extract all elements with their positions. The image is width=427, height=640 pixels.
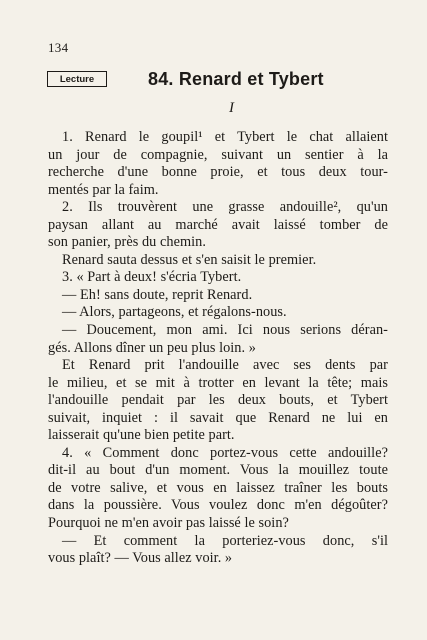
text-line: — Eh! sans doute, reprit Renard. [62, 286, 253, 303]
text-line: 1. Renard le goupil¹ et Tybert le chat allaient [62, 129, 388, 145]
chapter-title: 84. Renard et Tybert [148, 69, 324, 89]
text-line: recherche d'une bonne proie, et tous deux tour- [48, 164, 388, 181]
text-line: le milieu, et se mit à trotter en levant la tête; mais [48, 374, 388, 391]
text-line: paysan allant au marché avait laissé tomber de [48, 216, 388, 233]
text-line: Pourquoi ne m'en avoir pas laissé le soin? [48, 515, 289, 532]
text-line: dit-il au bout d'un moment. Vous la mouillez toute [48, 462, 388, 479]
text-line: mentés par la faim. [48, 181, 159, 198]
text-line: laisserait qu'une bien petite part. [48, 427, 235, 444]
text-line: de votre salive, et vous en laissez traîner les bouts [48, 479, 388, 496]
page-number: 134 [48, 40, 69, 55]
text-line: Renard sauta dessus et s'en saisit le premier. [62, 251, 317, 268]
text-line: — Alors, partageons, et régalons-nous. [62, 304, 287, 321]
text-line: 2. Ils trouvèrent une grasse andouille², qu'un [62, 199, 388, 216]
text-line: 3. « Part à deux! s'écria Tybert. [62, 269, 242, 286]
text-line: dans la poussière. Vous voulez donc m'en dégoûter? [48, 497, 388, 514]
text-line: — Doucement, mon ami. Ici nous serions déran- [62, 322, 388, 339]
text-line: — Et comment la porteriez-vous donc, s'il [62, 532, 388, 549]
reading-text [48, 129, 388, 568]
section-label: Lecture [47, 71, 107, 87]
part-number: I [229, 100, 234, 116]
text-line: son panier, près du chemin. [48, 234, 207, 251]
text-line: l'andouille pendait par les deux bouts, et Tybert [48, 392, 388, 409]
text-line: un jour de compagnie, suivant un sentier à la [48, 146, 388, 163]
text-line: 4. « Comment donc portez-vous cette andouille? [62, 444, 388, 461]
text-line: gés. Allons dîner un peu plus loin. » [48, 339, 256, 356]
text-line: vous plaît? — Vous allez voir. » [48, 550, 233, 567]
text-line: Et Renard prit l'andouille avec ses dents par [62, 357, 388, 374]
text-line: suivait, inquiet : il savait que Renard ne lui en [48, 409, 388, 426]
